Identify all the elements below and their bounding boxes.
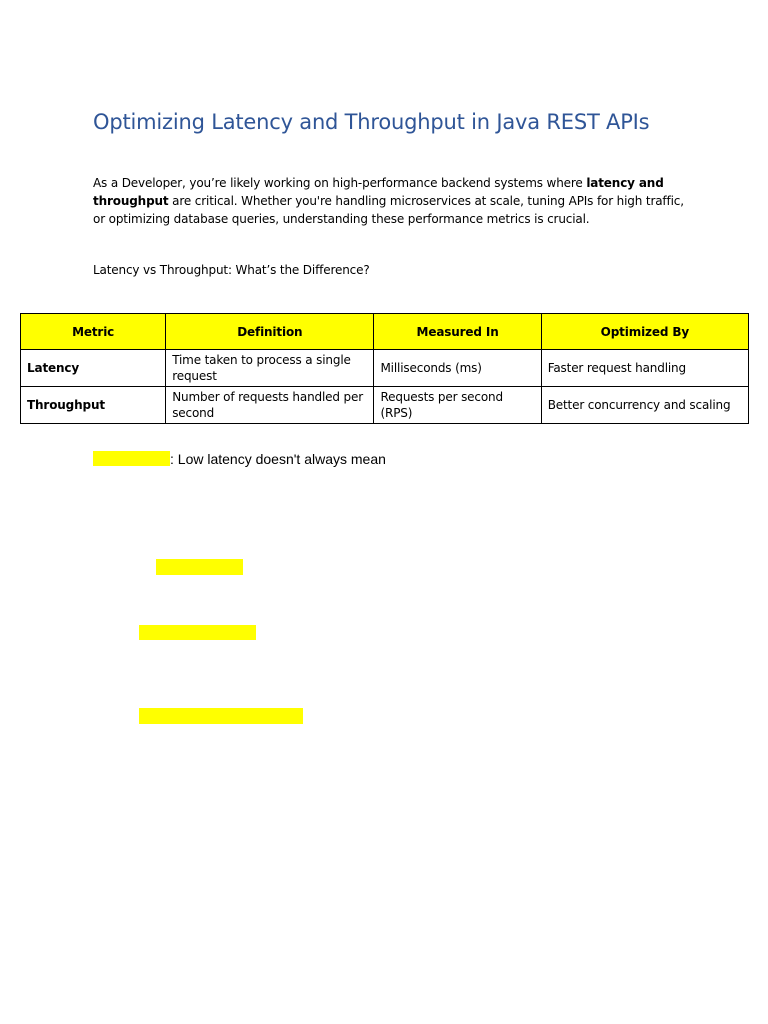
cell-measured-in: Milliseconds (ms) [374, 350, 541, 387]
redacted-highlight [139, 625, 256, 640]
intro-text-before: As a Developer, you’re likely working on high-performance backend systems where [93, 176, 587, 190]
table-row [21, 350, 749, 387]
table-header-row [21, 314, 749, 350]
header-measured-in: Measured In [374, 314, 541, 350]
cell-optimized-by: Faster request handling [541, 350, 748, 387]
cell-measured-in: Requests per second (RPS) [374, 387, 541, 424]
note-line [93, 451, 386, 467]
intro-bold-text: latency and throughput [93, 176, 664, 208]
header-definition: Definition [166, 314, 374, 350]
header-metric: Metric [21, 314, 166, 350]
cell-optimized-by: Better concurrency and scaling [541, 387, 748, 424]
table-row [21, 387, 749, 424]
page-title: Optimizing Latency and Throughput in Java REST APIs [93, 110, 650, 134]
comparison-table [20, 313, 749, 424]
intro-paragraph [93, 174, 693, 228]
note-text: : Low latency doesn't always mean [170, 451, 386, 467]
redacted-highlight [139, 708, 303, 724]
cell-metric: Throughput [21, 387, 166, 424]
redacted-highlight [93, 451, 170, 466]
section-subheading: Latency vs Throughput: What’s the Difference? [93, 263, 370, 277]
cell-definition: Time taken to process a single request [166, 350, 374, 387]
cell-metric: Latency [21, 350, 166, 387]
header-optimized-by: Optimized By [541, 314, 748, 350]
cell-definition: Number of requests handled per second [166, 387, 374, 424]
redacted-highlight [156, 559, 243, 575]
intro-text-after: are critical. Whether you're handling microservices at scale, tuning APIs for high traffic, or optimizing database queries, understanding these performance metrics is crucial. [93, 194, 684, 226]
